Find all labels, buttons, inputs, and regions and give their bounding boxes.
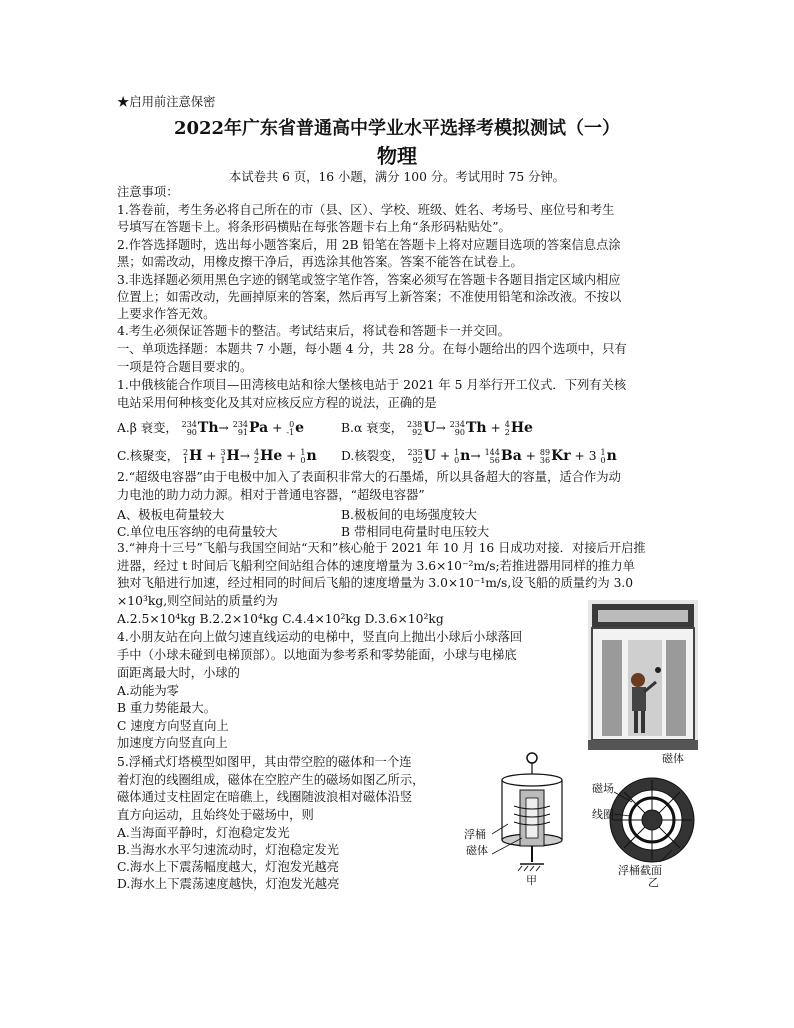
note-line: 2.作答选择题时，选出每小题答案后，用 2B 铅笔在答题卡上将对应题目选项的答案信息点涂 <box>117 238 621 252</box>
q5-option-b: B.当海水水平匀速流动时，灯泡稳定发光 <box>117 843 339 857</box>
equation-c: 2 1 H + 3 1 H→ 4 2 He + 1 0 n <box>183 447 317 465</box>
q3-options: A.2.5×10⁴kg B.2.2×10⁴kg C.4.4×10²kg D.3.6×10²kg <box>117 612 444 626</box>
label-magnet-yi: 磁体 <box>662 752 684 765</box>
q3-stem-cont: 独对飞船进行加速，经过相同的时间后飞船的速度增量为 3.0×10⁻¹m/s,设飞船的质量约为 3.0 <box>117 576 634 590</box>
equation-b: 238 92 U→ 234 90 Th + 4 2 He <box>406 419 533 437</box>
equation-d: 235 92 U + 1 0 n→ 144 56 Ba + 89 36 Kr + 3 1 0 n <box>407 447 617 465</box>
q4-option-d: 加速度方向竖直向上 <box>117 736 228 750</box>
note-line: 位置上；如需改动，先画掉原来的答案，然后再写上新答案；不准使用铅笔和涂改液。不按以 <box>117 290 622 304</box>
label-jia: 甲 <box>526 874 537 887</box>
q1-stem-cont: 电站采用何种核变化及其对应核反应方程的说法，正确的是 <box>117 396 437 410</box>
q1-option-d <box>341 446 617 465</box>
q4-stem: 4.小朋友站在向上做匀速直线运动的电梯中，竖直向上抛出小球后小球落回 <box>117 630 523 644</box>
exam-title: 2022年广东省普通高中学业水平选择考模拟测试（一） <box>173 118 621 139</box>
q5-option-d: D.海水上下震荡速度越快，灯泡发光越亮 <box>117 877 340 891</box>
bulb-icon <box>527 753 537 763</box>
label-coil: 线圈 <box>592 808 614 821</box>
label-field: 磁场 <box>592 782 614 795</box>
confidential-note: ★启用前注意保密 <box>117 95 216 109</box>
option-label: A.β 衰变， <box>117 421 178 435</box>
note-line: 3.非选择题必须用黑色字迹的钢笔或签字笔作答，答案必须写在答题卡各题目指定区域内相应 <box>117 273 621 287</box>
q1-option-b <box>341 418 533 437</box>
section-heading-cont: 一项是符合题目要求的。 <box>117 360 253 374</box>
q4-stem-cont: 面距离最大时，小球的 <box>117 666 240 680</box>
q3-stem-cont: 进器，经过 t 时间后飞船利空间站组合体的速度增量为 3.6×10⁻²m/s;若推进器用同样的推力单 <box>117 559 635 573</box>
q3-stem-cont: ×10³kg,则空间站的质量约为 <box>117 594 278 608</box>
note-line: 号填写在答题卡上。将条形码横贴在每张答题卡右上角“条形码粘贴处”。 <box>117 220 511 234</box>
label-magnet: 磁体 <box>466 844 488 857</box>
note-line: 4.考生必须保证答题卡的整洁。考试结束后，将试卷和答题卡一并交回。 <box>117 324 510 338</box>
q5-option-a: A.当海面平静时，灯泡稳定发光 <box>117 826 290 840</box>
q4-option-b: B 重力势能最大。 <box>117 701 217 715</box>
elevator-photo <box>588 600 698 750</box>
q4-stem-cont: 手中（小球未碰到电梯顶部）。以地面为参考系和零势能面，小球与电梯底 <box>117 648 517 662</box>
notes-heading: 注意事项： <box>117 185 179 199</box>
q2-stem-cont: 力电池的助力动力源。相对于普通电容器，“超级电容器” <box>117 488 425 502</box>
note-line: 上要求作答无效。 <box>117 307 216 321</box>
note-line: 1.答卷前，考生务必将自己所在的市（县、区）、学校、班级、姓名、考场号、座位号和考生 <box>117 203 615 217</box>
label-float: 浮桶 <box>464 828 486 841</box>
q2-option-a: A、极板电荷量较大 <box>117 508 225 522</box>
q2-option-b: B.极板间的电场强度较大 <box>341 508 477 522</box>
q3-stem: 3.“神舟十三号”飞船与我国空间站“天和”核心舱于 2021 年 10 月 16 日成功对接．对接后开启推 <box>117 541 646 555</box>
q5-stem-cont: 着灯泡的线圈组成，磁体在空腔产生的磁场如图乙所示， <box>117 773 425 787</box>
q2-stem: 2.“超级电容器”由于电极中加入了表面积非常大的石墨烯，所以具备超大的容量，适合作为动 <box>117 470 621 484</box>
q5-stem-cont: 直方向运动，且始终处于磁场中，则 <box>117 808 314 822</box>
section-heading: 一、单项选择题：本题共 7 小题，每小题 4 分，共 28 分。在每小题给出的四个选项中，只有 <box>117 342 627 356</box>
float-lighthouse-figure <box>462 750 702 890</box>
q5-stem-cont: 磁体通过支柱固定在暗礁上，线圈随波浪相对磁体沿竖 <box>117 790 413 804</box>
subject-title: 物理 <box>377 144 417 168</box>
label-float-section: 浮桶截面 <box>618 864 662 877</box>
q2-option-d: B 带相同电荷量时电压较大 <box>341 525 490 539</box>
label-yi: 乙 <box>648 876 659 889</box>
option-label: B.α 衰变， <box>341 421 404 435</box>
equation-a: 234 90 Th→ 234 91 Pa + 0 -1 e <box>181 419 305 437</box>
q1-option-c <box>117 446 317 465</box>
note-line: 黑；如需改动，用橡皮擦干净后，再选涂其他答案。答案不能答在试卷上。 <box>117 255 523 269</box>
q4-option-c: C 速度方向竖直向上 <box>117 719 229 733</box>
q5-stem: 5.浮桶式灯塔模型如图甲，其由带空腔的磁体和一个连 <box>117 755 412 769</box>
q5-option-c: C.海水上下震荡幅度越大，灯泡发光越亮 <box>117 860 339 874</box>
option-label: D.核裂变， <box>341 449 404 463</box>
q2-option-c: C.单位电压容纳的电荷量较大 <box>117 525 278 539</box>
q1-option-a <box>117 418 304 437</box>
figure-yi <box>610 778 694 862</box>
exam-info: 本试卷共 6 页，16 小题，满分 100 分。考试用时 75 分钟。 <box>229 170 565 184</box>
q1-stem: 1.中俄核能合作项目—田湾核电站和徐大堡核电站于 2021 年 5 月举行开工仪式．下列有关核 <box>117 378 627 392</box>
q4-option-a: A.动能为零 <box>117 684 179 698</box>
figure-jia <box>492 753 562 871</box>
option-label: C.核聚变， <box>117 449 180 463</box>
